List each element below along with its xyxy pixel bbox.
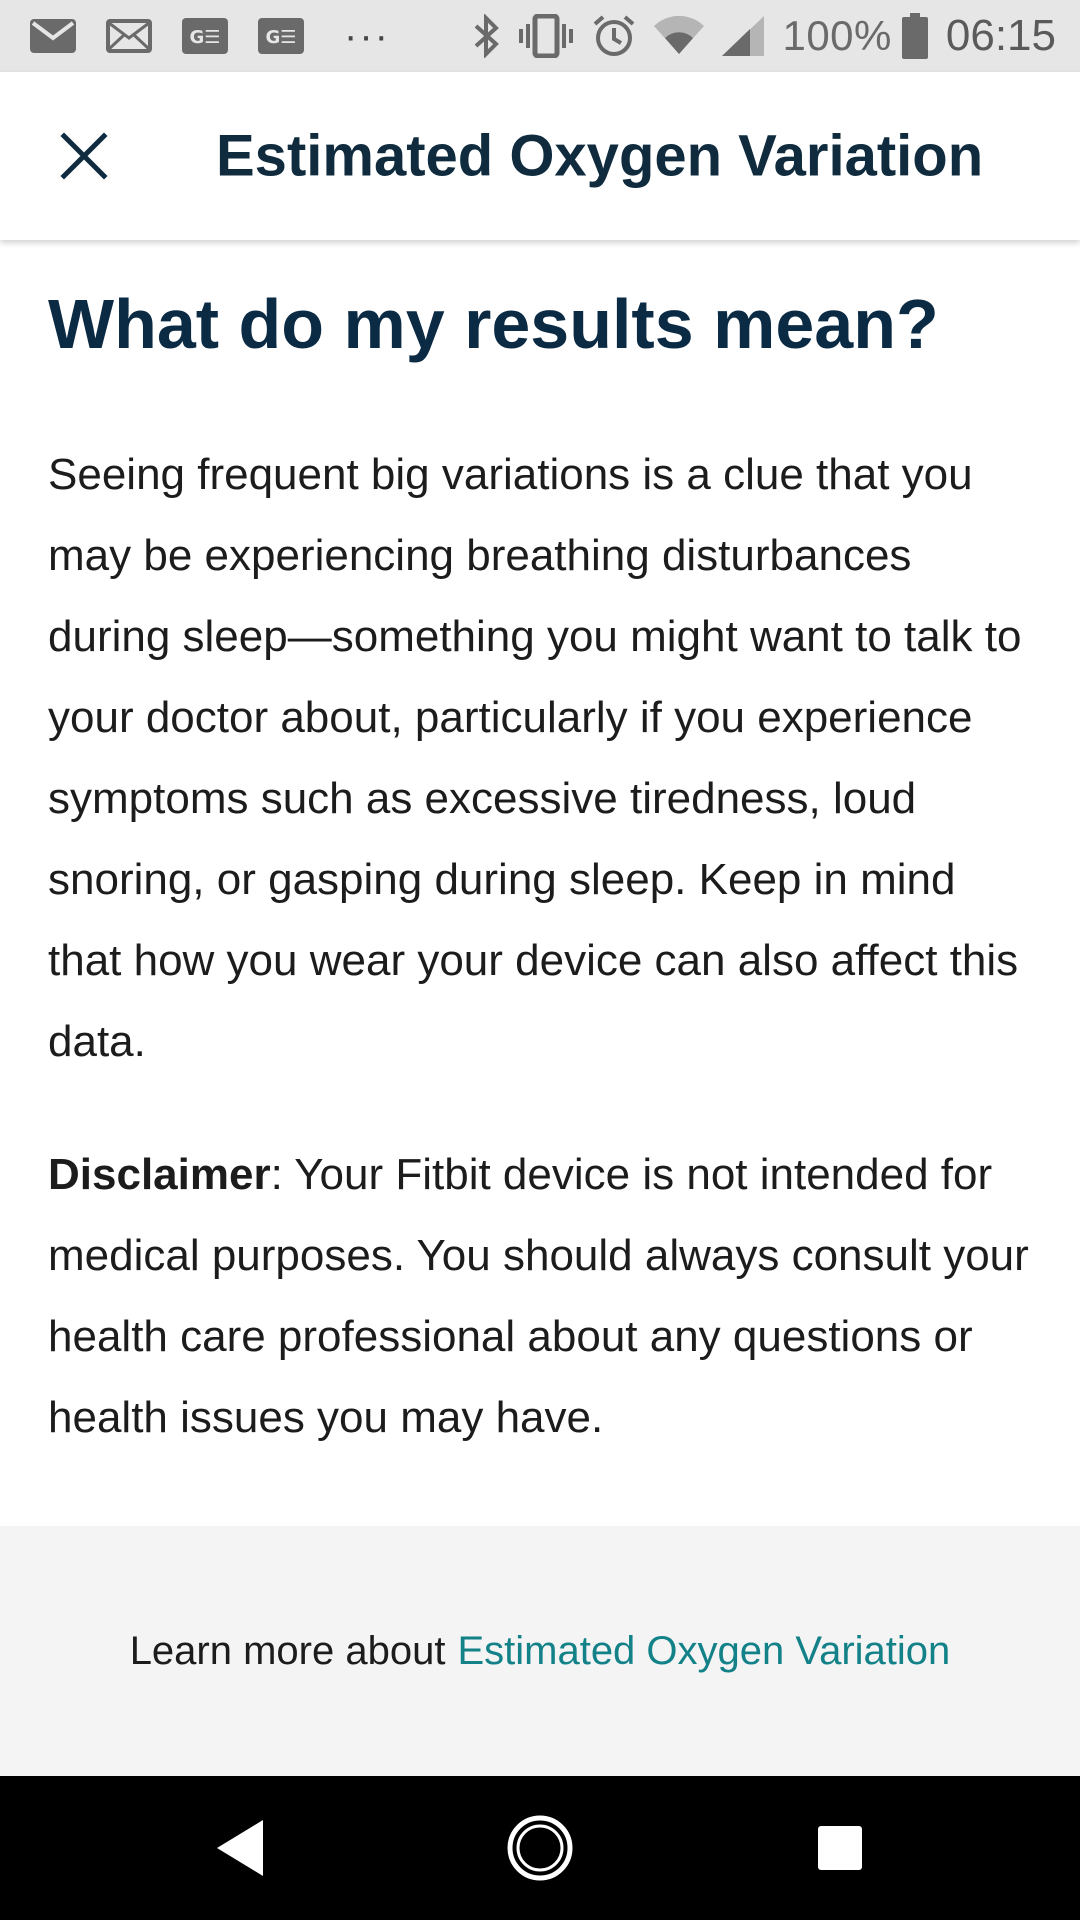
recents-button[interactable]	[816, 1824, 864, 1872]
email-icon	[106, 19, 152, 53]
ge-news-icon	[182, 18, 228, 54]
learn-more-link[interactable]: Estimated Oxygen Variation	[457, 1628, 951, 1673]
overflow-indicator: ···	[344, 13, 390, 58]
wifi-icon	[654, 16, 704, 56]
article-content	[0, 240, 1080, 1526]
ge-news-icon	[258, 18, 304, 54]
cell-signal-icon	[722, 16, 764, 56]
vibrate-icon	[518, 14, 574, 58]
results-explanation: Seeing frequent big variations is a clue that you may be experiencing breathing disturbances during sleep—something you might want to talk to your doctor about, particularly if you experience symptoms such as excessive tiredness, loud snoring, or gasping during sleep. Keep in mind that how you wear your device can also affect this data.	[48, 450, 1022, 1066]
svg-text:G☰: G☰	[189, 27, 221, 48]
back-button[interactable]	[213, 1818, 267, 1878]
back-icon	[213, 1818, 267, 1878]
disclaimer-text: : Your Fitbit device is not intended for medical purposes. You should always consult your health care professional about any questions or health issues you may have.	[48, 1150, 1029, 1442]
gmail-icon	[30, 19, 76, 53]
learn-more-prefix: Learn more about	[129, 1628, 446, 1673]
system-area	[454, 11, 1056, 61]
clock: 06:15	[945, 11, 1056, 60]
battery-percent: 100%	[782, 12, 892, 59]
recents-icon	[816, 1824, 864, 1872]
status-bar	[0, 0, 1080, 72]
home-icon	[506, 1814, 574, 1882]
page-title: Estimated Oxygen Variation	[216, 123, 984, 189]
close-icon	[60, 132, 108, 180]
home-button[interactable]	[506, 1814, 574, 1882]
bluetooth-icon	[472, 14, 500, 58]
section-heading: What do my results mean?	[48, 285, 939, 363]
learn-more-footer	[0, 1526, 1080, 1776]
app-bar	[0, 72, 1080, 240]
disclaimer	[48, 1134, 1032, 1458]
svg-text:G☰: G☰	[265, 27, 297, 48]
system-navigation-bar	[0, 1776, 1080, 1920]
disclaimer-label: Disclaimer	[48, 1150, 271, 1199]
battery-icon	[902, 13, 928, 59]
alarm-icon	[592, 14, 636, 58]
close-button[interactable]	[48, 120, 120, 192]
notification-area	[30, 14, 420, 59]
